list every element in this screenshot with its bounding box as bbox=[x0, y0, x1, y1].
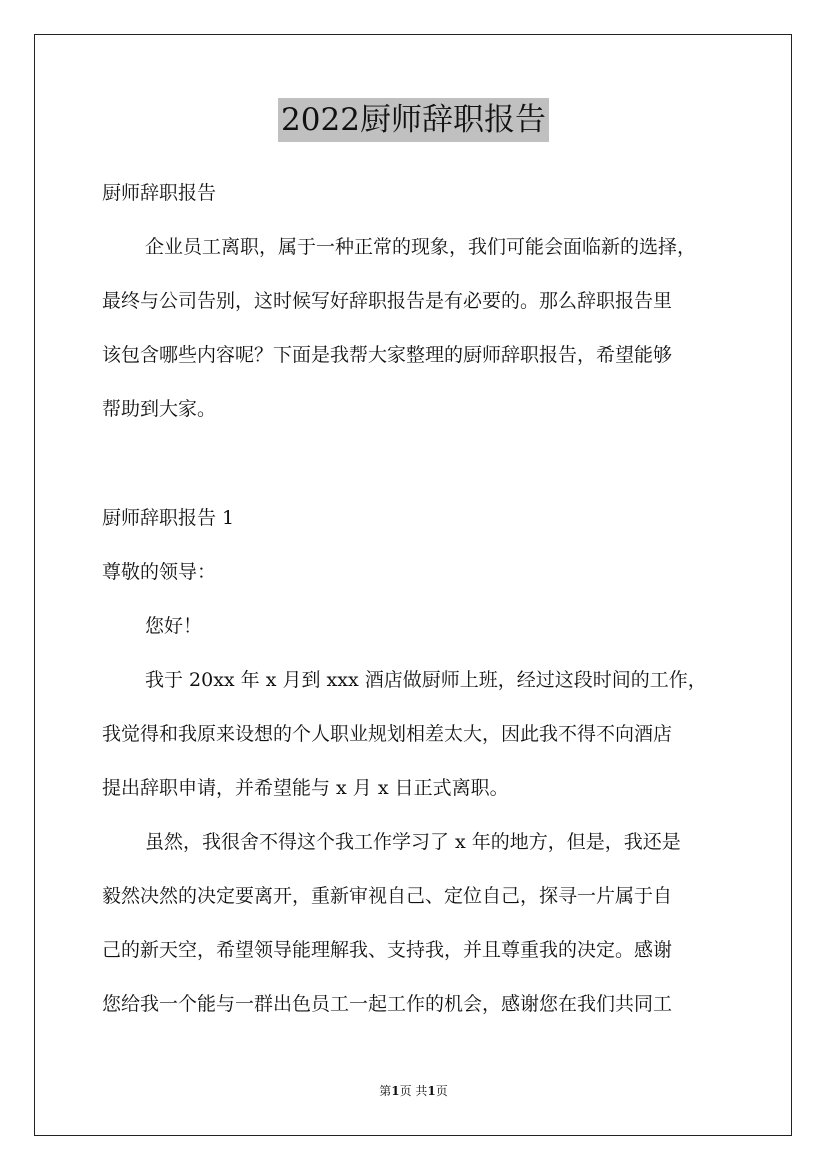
salutation: 尊敬的领导： bbox=[102, 561, 217, 583]
paragraph-line: 最终与公司告别，这时候写好辞职报告是有必要的。那么辞职报告里 bbox=[102, 290, 673, 312]
paragraph-line: 企业员工离职，属于一种正常的现象，我们可能会面临新的选择， bbox=[145, 236, 697, 258]
page-footer bbox=[0, 1083, 827, 1099]
paragraph-line: 提出辞职申请，并希望能与 x 月 x 日正式离职。 bbox=[102, 777, 509, 799]
paragraph-line: 毅然决然的决定要离开，重新审视自己、定位自己，探寻一片属于自 bbox=[102, 885, 673, 907]
paragraph-line: 虽然，我很舍不得这个我工作学习了 x 年的地方，但是，我还是 bbox=[145, 831, 681, 853]
footer-suffix: 页 bbox=[435, 1084, 448, 1098]
footer-total-pages: 1 bbox=[427, 1084, 436, 1098]
footer-page-number: 1 bbox=[391, 1084, 400, 1098]
greeting: 您好！ bbox=[145, 615, 203, 637]
paragraph-line: 帮助到大家。 bbox=[102, 398, 217, 420]
document-title: 2022厨师辞职报告 bbox=[278, 98, 549, 142]
paragraph-line: 我觉得和我原来设想的个人职业规划相差太大，因此我不得不向酒店 bbox=[102, 723, 673, 745]
footer-prefix: 第 bbox=[379, 1084, 392, 1098]
paragraph-line: 该包含哪些内容呢？下面是我帮大家整理的厨师辞职报告，希望能够 bbox=[102, 344, 673, 366]
document-title-wrap bbox=[0, 98, 827, 142]
paragraph-line: 您给我一个能与一群出色员工一起工作的机会，感谢您在我们共同工 bbox=[102, 993, 673, 1015]
paragraph-line: 我于 20xx 年 x 月到 xxx 酒店做厨师上班，经过这段时间的工作， bbox=[145, 669, 707, 691]
footer-mid: 页 共 bbox=[399, 1084, 428, 1098]
section-heading: 厨师辞职报告 1 bbox=[102, 507, 235, 529]
section-heading: 厨师辞职报告 bbox=[102, 182, 217, 204]
paragraph-line: 己的新天空，希望领导能理解我、支持我，并且尊重我的决定。感谢 bbox=[102, 939, 673, 961]
